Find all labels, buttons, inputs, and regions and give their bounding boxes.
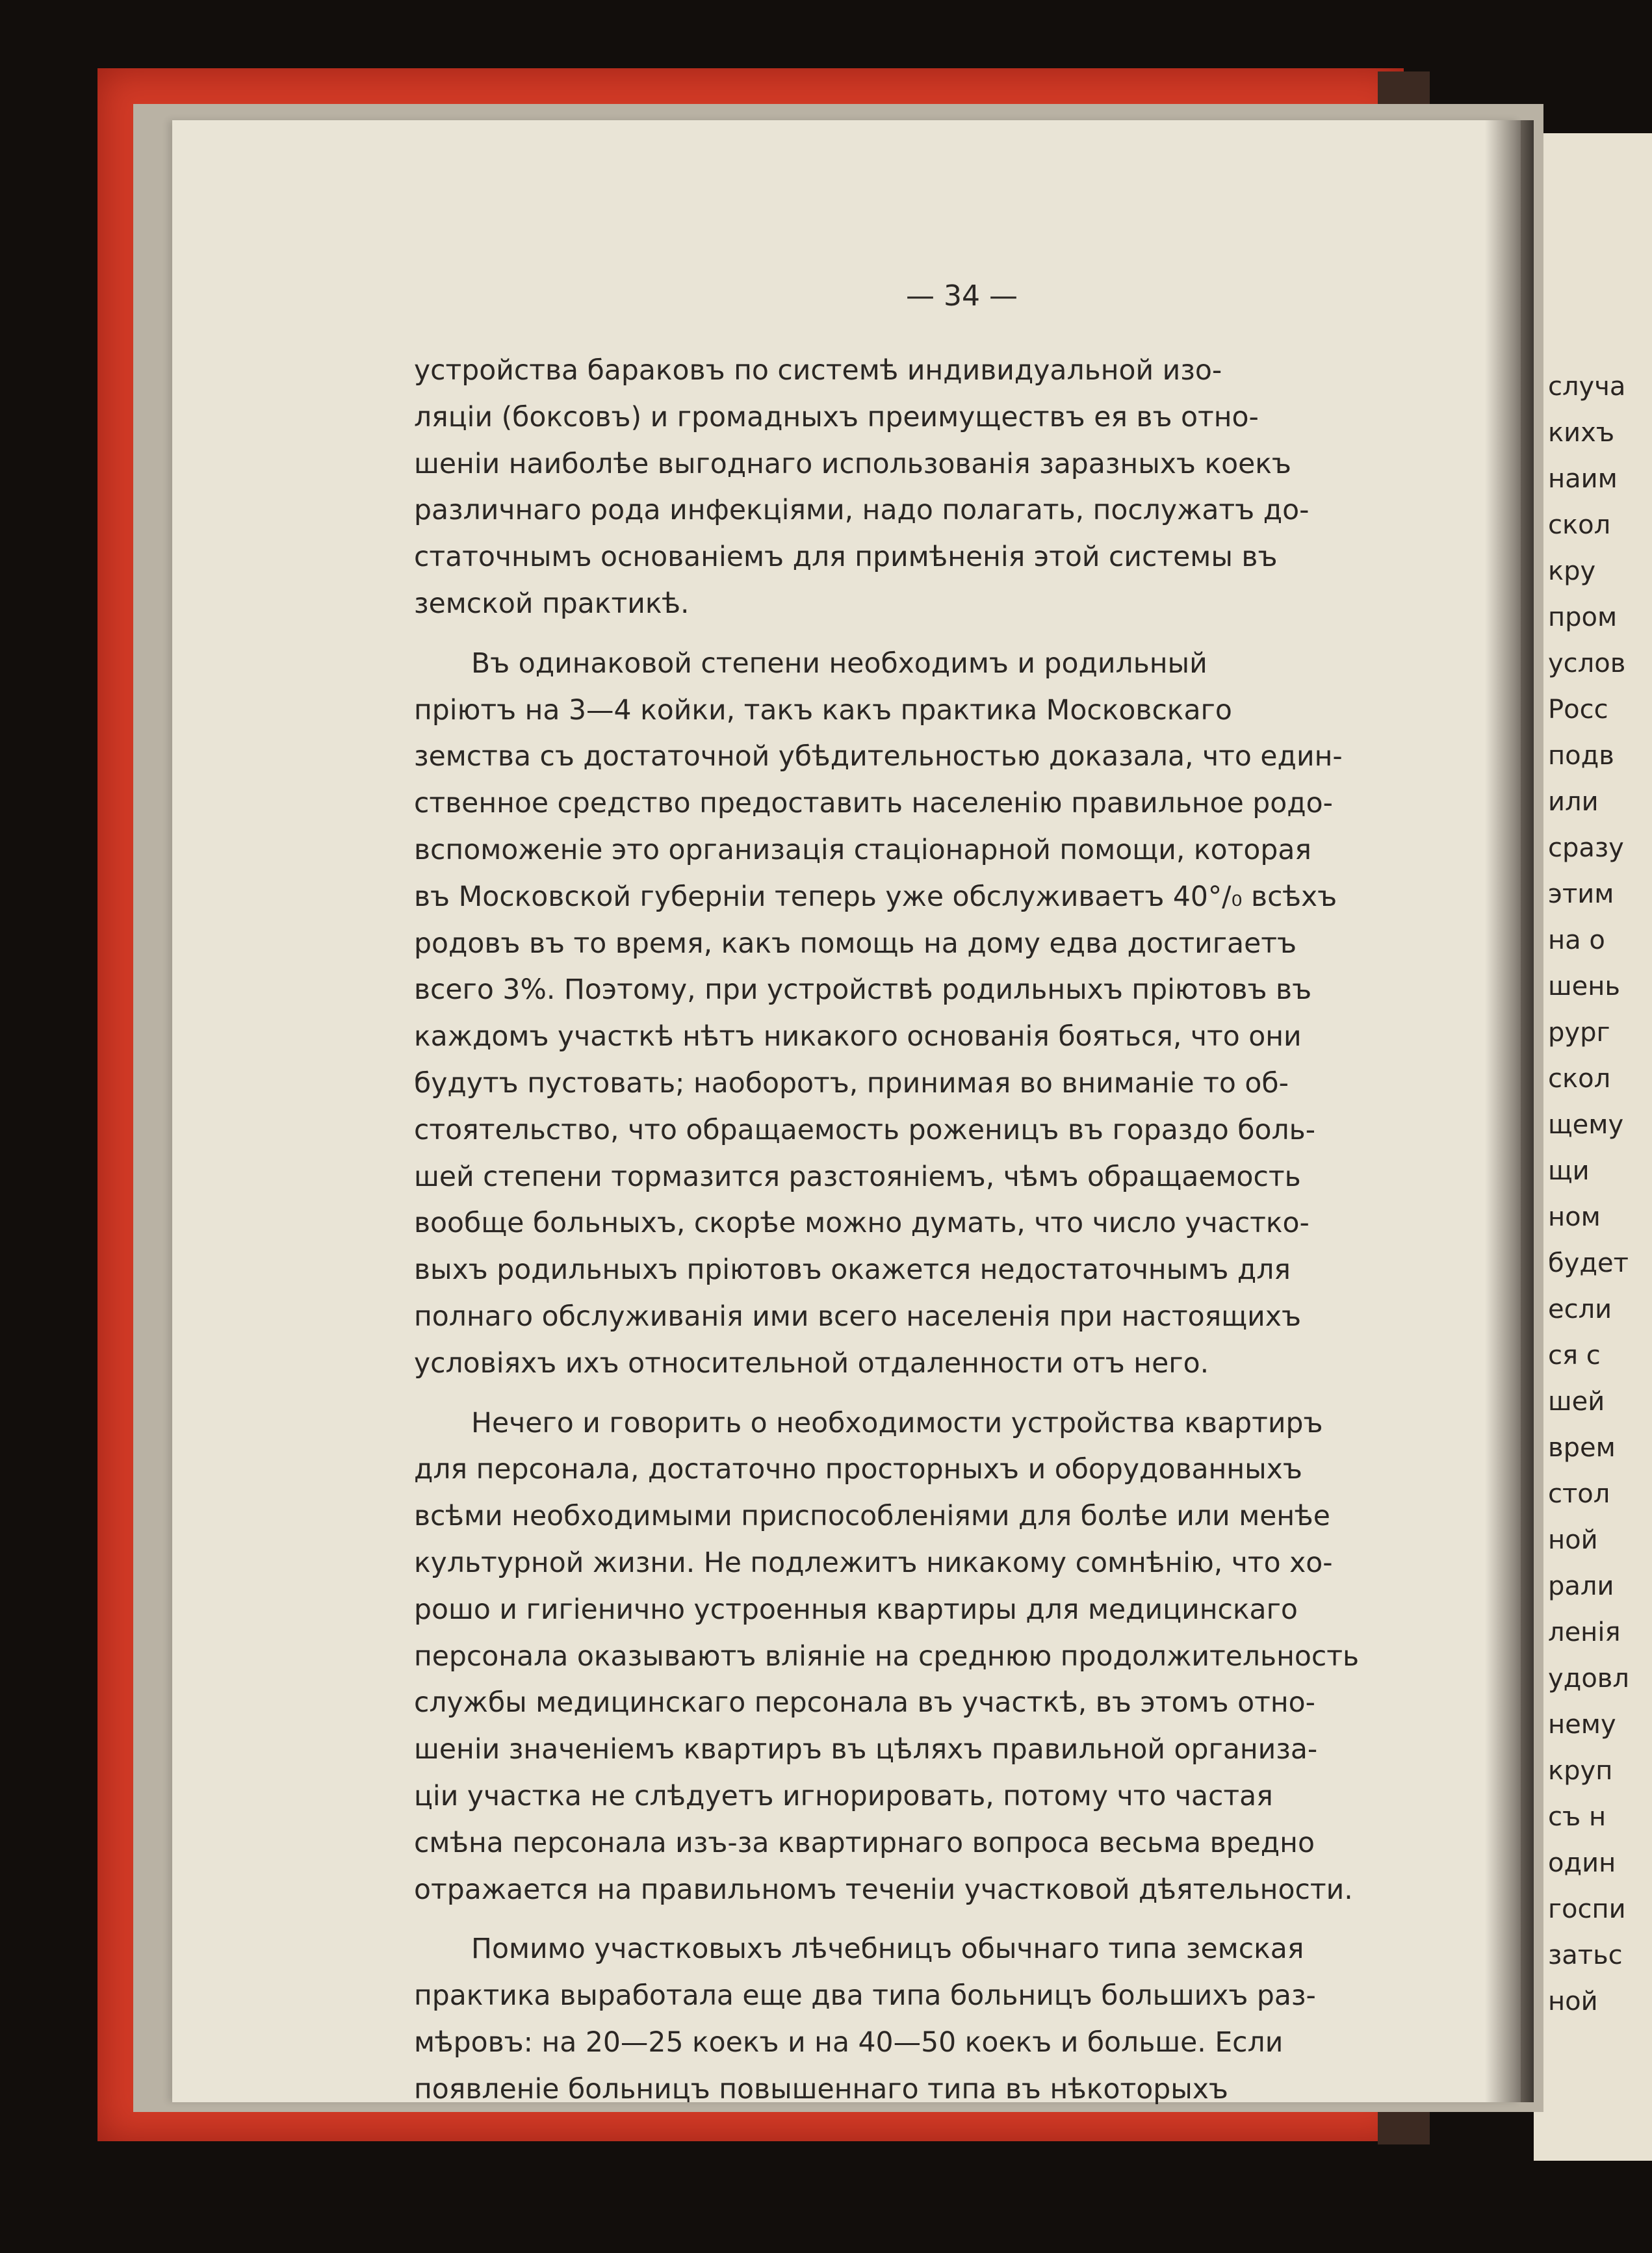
text-line: мѣровъ: на 20—25 коекъ и на 40—50 коекъ и больше. Если [414, 2026, 1284, 2059]
facing-page-line: или [1548, 787, 1599, 817]
page-body-text [414, 348, 1519, 2113]
text-line: для персонала, достаточно просторныхъ и оборудованныхъ [414, 1454, 1302, 1486]
text-line: всего 3%. Поэтому, при устройствѣ родильныхъ прiютовъ въ [414, 974, 1312, 1007]
text-line: появленiе больницъ повышеннаго типа въ нѣкоторыхъ [414, 2073, 1228, 2105]
facing-page-line: кихъ [1548, 418, 1615, 448]
facing-page-line: скол [1548, 1064, 1611, 1094]
text-line: выхъ родильныхъ прiютовъ окажется недостаточнымъ для [414, 1254, 1291, 1287]
facing-page-line: рург [1548, 1018, 1610, 1048]
text-line: въ Московской губернiи теперь уже обслуживаетъ 40°/₀ всѣхъ [414, 881, 1337, 913]
facing-page-line: удовл [1548, 1664, 1629, 1693]
text-line: культурной жизни. Не подлежитъ никакому сомнѣнiю, что хо- [414, 1547, 1333, 1579]
facing-page-line: щему [1548, 1110, 1624, 1140]
text-line: прiютъ на 3—4 койки, такъ какъ практика Московскаго [414, 694, 1232, 727]
text-line: каждомъ участкѣ нѣтъ никакого основанiя бояться, что они [414, 1021, 1302, 1053]
text-line: вспоможенiе это организацiя стацiонарной помощи, которая [414, 834, 1311, 866]
text-line: устройства бараковъ по системѣ индивидуальной изо- [414, 355, 1222, 387]
facing-page-line: ленія [1548, 1617, 1621, 1647]
facing-page-line: случа [1548, 372, 1626, 402]
text-line: полнаго обслуживанiя ими всего населенiя при настоящихъ [414, 1300, 1301, 1333]
facing-page-line: Росс [1548, 695, 1608, 725]
facing-page-line: нему [1548, 1710, 1616, 1740]
facing-page-line: съ н [1548, 1802, 1607, 1832]
facing-page-line: госпи [1548, 1894, 1626, 1924]
text-line: службы медицинскаго персонала въ участкѣ, въ этомъ отно- [414, 1687, 1315, 1719]
facing-page [1534, 133, 1652, 2161]
facing-page-line: щи [1548, 1156, 1590, 1186]
text-line: вообще больныхъ, скорѣе можно думать, что число участко- [414, 1207, 1310, 1240]
facing-page-line: этим [1548, 879, 1614, 909]
facing-page-line: будет [1548, 1248, 1629, 1278]
text-line: Въ одинаковой степени необходимъ и родильный [471, 647, 1207, 680]
text-line: смѣна персонала изъ-за квартирнаго вопроса весьма вредно [414, 1827, 1315, 1859]
text-line: шенiи наиболѣе выгоднаго использованiя заразныхъ коекъ [414, 448, 1291, 480]
text-line: ляцiи (боксовъ) и громадныхъ преимуществъ ея въ отно- [414, 401, 1259, 433]
facing-page-line: подв [1548, 741, 1614, 771]
facing-page-line: скол [1548, 510, 1611, 540]
text-line: ственное средство предоставить населенiю правильное родо- [414, 788, 1333, 820]
text-line: шенiи значенiемъ квартиръ въ цѣляхъ правильной организа- [414, 1734, 1318, 1766]
text-line: персонала оказываютъ влiянiе на среднюю продолжительность [414, 1640, 1360, 1673]
facing-page-line: услов [1548, 649, 1626, 678]
facing-page-text [1548, 364, 1652, 2025]
facing-page-line: если [1548, 1294, 1612, 1324]
facing-page-line: рали [1548, 1571, 1614, 1601]
page-number: — 34 — [906, 279, 1018, 313]
facing-page-line: пром [1548, 602, 1618, 632]
text-line: условiяхъ ихъ относительной отдаленности отъ него. [414, 1347, 1209, 1380]
facing-page-line: стол [1548, 1479, 1610, 1509]
text-line: Нечего и говорить о необходимости устройства квартиръ [471, 1407, 1323, 1439]
facing-page-line: ной [1548, 1525, 1598, 1555]
facing-page-line: шей [1548, 1387, 1605, 1417]
text-line: всѣми необходимыми приспособленiями для болѣе или менѣе [414, 1500, 1330, 1533]
text-line: Помимо участковыхъ лѣчебницъ обычнаго типа земская [471, 1933, 1304, 1966]
facing-page-line: один [1548, 1848, 1616, 1878]
facing-page-line: ся с [1548, 1341, 1601, 1371]
text-line: различнаго рода инфекцiями, надо полагать, послужатъ до- [414, 495, 1310, 527]
facing-page-line: ной [1548, 1987, 1598, 2016]
text-line: отражается на правильномъ теченiи участковой дѣятельности. [414, 1873, 1353, 1906]
text-line: шей степени тормазится разстоянiемъ, чѣмъ обращаемость [414, 1161, 1301, 1193]
text-line: стоятельство, что обращаемость роженицъ въ гораздо боль- [414, 1114, 1316, 1146]
facing-page-line: на о [1548, 925, 1605, 955]
text-line: цiи участка не слѣдуетъ игнорировать, потому что частая [414, 1780, 1273, 1812]
facing-page-line: ном [1548, 1202, 1601, 1232]
text-line: статочнымъ основанiемъ для примѣненiя этой системы въ [414, 541, 1278, 574]
text-line: будутъ пустовать; наоборотъ, принимая во вниманiе то об- [414, 1067, 1289, 1100]
facing-page-line: затьс [1548, 1940, 1623, 1970]
facing-page-line: круп [1548, 1756, 1613, 1786]
text-line: рошо и гигiенично устроенныя квартиры для медицинскаго [414, 1593, 1298, 1626]
facing-page-line: кру [1548, 556, 1596, 586]
facing-page-line: сразу [1548, 833, 1624, 863]
text-line: родовъ въ то время, какъ помощь на дому едва достигаетъ [414, 927, 1297, 960]
facing-page-line: шень [1548, 972, 1620, 1001]
text-line: земской практикѣ. [414, 587, 690, 620]
facing-page-line: наим [1548, 464, 1618, 494]
text-line: практика выработала еще два типа больницъ большихъ раз- [414, 1980, 1316, 2013]
facing-page-line: врем [1548, 1433, 1616, 1463]
text-line: земства съ достаточной убѣдительностью доказала, что един- [414, 741, 1343, 773]
